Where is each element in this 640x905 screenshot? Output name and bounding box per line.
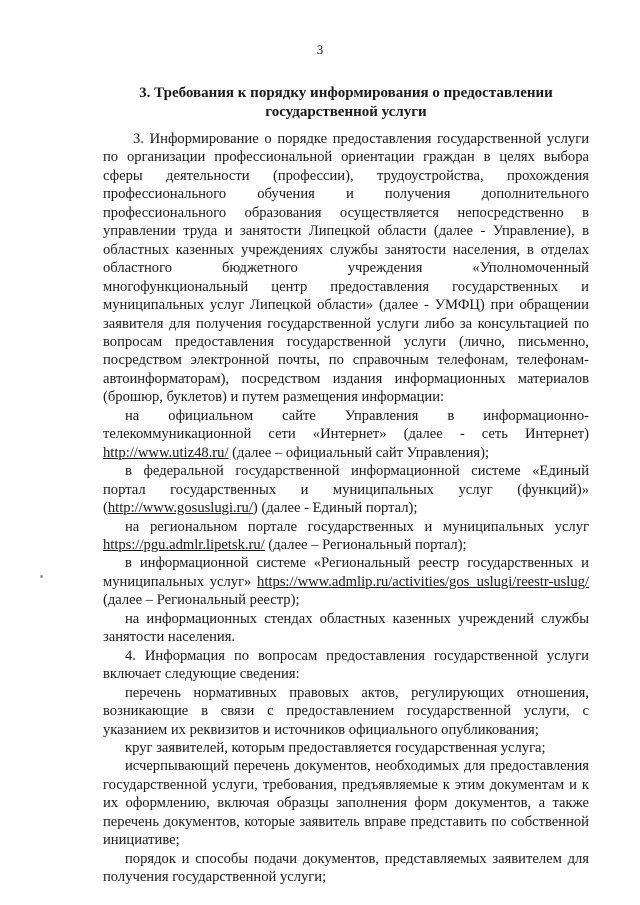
paragraph-submission-order: порядок и способы подачи документов, представляемых заявителем для получения государственной услуги; [103, 850, 589, 886]
paragraph-documents-list: исчерпывающий перечень документов, необходимых для предоставления государственной услуги, требования, предъявляемые к этим документам и к их оформлению, включая образцы заполнения форм документов, а также перечень документов, которые заявитель вправе представить по собственной инициативе; [103, 758, 589, 849]
section-title-line-1: 3. Требования к порядку информирования о предоставлении [139, 85, 553, 101]
margin-mark [40, 575, 43, 578]
section-title [100, 84, 592, 122]
paragraph-tail: (далее – Региональный реестр); [103, 592, 300, 609]
paragraph-regional-registry [103, 554, 589, 609]
paragraph-unified-portal [103, 462, 589, 517]
paragraph-official-site [103, 407, 589, 462]
page-number: 3 [316, 42, 324, 57]
document-body [103, 130, 589, 887]
paragraph-text: в федеральной государственной информационной системе «Единый портал государственных и муниципальных услуг (функций)» ( [103, 463, 589, 517]
paragraph-text: на официальном сайте Управления в информационно-телекоммуникационной сети «Интернет» (далее - сеть Интернет) [103, 407, 589, 443]
pgu-lipetsk-link[interactable]: https://pgu.admlr.lipetsk.ru/ [103, 536, 265, 553]
paragraph-tail: (далее – официальный сайт Управления); [228, 444, 490, 461]
paragraph-info-stands: на информационных стендах областных казенных учреждений службы занятости населения. [103, 610, 589, 646]
paragraph-text: на региональном портале государственных и муниципальных услуг [125, 518, 589, 535]
gosuslugi-link[interactable]: http://www.gosuslugi.ru/ [107, 500, 253, 517]
section-title-line-2: государственной услуги [265, 104, 427, 120]
paragraph-text: в информационной системе «Региональный реестр государственных и муниципальных услуг» [103, 555, 589, 590]
utiz48-link[interactable]: http://www.utiz48.ru/ [103, 444, 229, 461]
paragraph-applicants: круг заявителей, которым предоставляется государственная услуга; [125, 739, 546, 756]
paragraph-3: 3. Информирование о порядке предоставления государственной услуги по организации профессиональной ориентации граждан в целях выбора сферы деятельности (профессии), трудоустройства, прохождения профессионального обучения и получения дополнительного профессионального образования осуществляется непосредственно в управлении труда и занятости Липецкой области (далее - Управление), в областных казенных учреждениях службы занятости населения, в отделах областного бюджетного учреждения «Уполномоченный многофункциональный центр предоставления государственных и муниципальных услуг Липецкой области» (далее - УМФЦ) при обращении заявителя для получения государственной услуги либо за консультацией по вопросам предоставления государственной услуги (лично, письменно, посредством электронной почты, по справочным телефонам, телефонам-автоинформаторам), посредством издания информационных материалов (брошюр, буклетов) и путем размещения информации: [103, 131, 589, 406]
paragraph-4: 4. Информация по вопросам предоставления государственной услуги включает следующие сведения: [103, 647, 589, 683]
paragraph-tail: ) (далее - Единый портал); [252, 500, 418, 517]
paragraph-regional-portal [103, 518, 589, 555]
paragraph-legal-acts: перечень нормативных правовых актов, регулирующих отношения, возникающие в связи с предоставлением государственной услуги, с указанием их реквизитов и источников официального опубликования; [103, 684, 589, 738]
paragraph-tail: (далее – Региональный портал); [264, 536, 467, 553]
admlip-registry-link[interactable]: https://www.admlip.ru/activities/gos_uslugi/reestr-uslug/ [257, 573, 589, 590]
